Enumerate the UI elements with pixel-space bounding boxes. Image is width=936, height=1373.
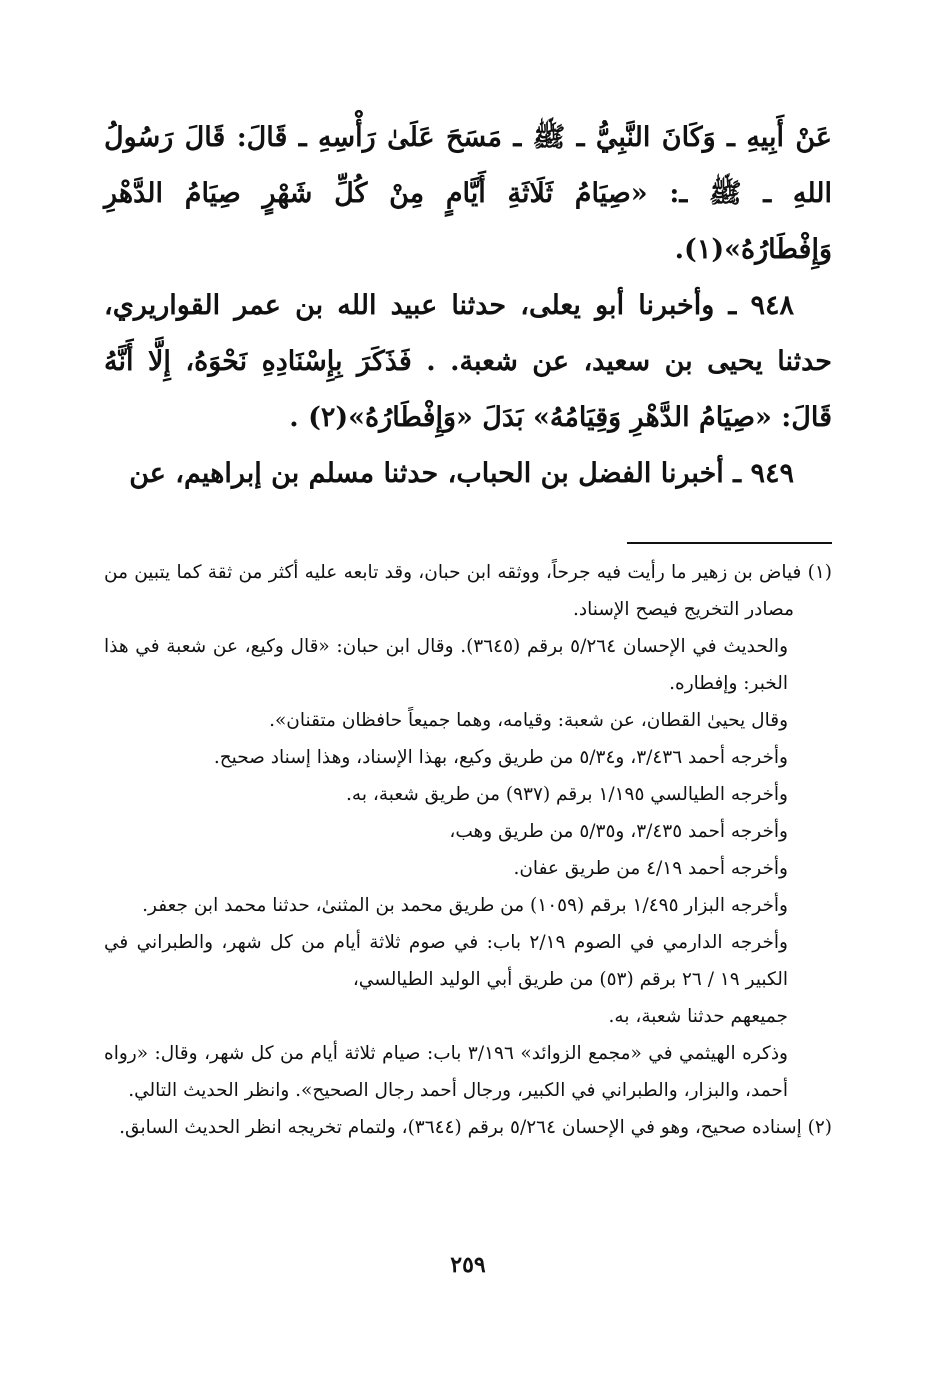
footnote-paragraph: والحديث في الإحسان ٥/٢٦٤ برقم (٣٦٤٥). وقال ابن حبان: «قال وكيع، عن شعبة في هذا الخبر: وإفطاره. [104,636,788,694]
main-text [104,110,832,502]
footnote-paragraph: وأخرجه البزار ١/٤٩٥ برقم (١٠٥٩) من طريق محمد بن المثنىٰ، حدثنا محمد ابن جعفر. [142,895,788,916]
hadith-continuation: عَنْ أَبِيهِ ـ وَكَانَ النَّبِيُّ ـ ﷺ ـ مَسَحَ عَلَىٰ رَأْسِهِ ـ قَالَ: قَالَ رَسُولُ اللهِ ـ ﷺ ـ: «صِيَامُ ثَلَاثَةِ أَيَّامٍ مِنْ كُلِّ شَهْرٍ صِيَامُ الدَّهْرِ وَإِفْطَارُهُ»(١). [104,122,832,265]
footnote-paragraph: وذكره الهيثمي في «مجمع الزوائد» ٣/١٩٦ باب: صيام ثلاثة أيام من كل شهر، وقال: «رواه أحمد، والبزار، والطبراني في الكبير، ورجال أحمد رجال الصحيح». وانظر الحديث التالي. [104,1043,788,1101]
footnote-1: (١) فياض بن زهير ما رأيت فيه جرحاً، ووثقه ابن حبان، وقد تابعه عليه أكثر من ثقة كما يتبين من مصادر التخريج فيصح الإسناد. [104,562,832,620]
hadith-948: ٩٤٨ ـ وأخبرنا أبو يعلى، حدثنا عبيد الله بن عمر القواريري، حدثنا يحيى بن سعيد، عن شعبة. . فَذَكَرَ بِإِسْنَادِهِ نَحْوَهُ، إِلَّا أَنَّهُ قَالَ: «صِيَامُ الدَّهْرِ وَقِيَامُهُ» بَدَلَ «وَإِفْطَارُهُ»(٢) . [104,290,832,433]
footnote-paragraph: وأخرجه الطيالسي ١/١٩٥ برقم (٩٣٧) من طريق شعبة، به. [346,784,788,805]
footnote-paragraph: وأخرجه أحمد ٤/١٩ من طريق عفان. [513,858,788,879]
footnote-separator [627,542,832,544]
footnotes [104,554,832,1146]
page-number: ٢٥٩ [450,1252,486,1278]
footnote-2: (٢) إسناده صحيح، وهو في الإحسان ٥/٢٦٤ برقم (٣٦٤٤)، ولتمام تخريجه انظر الحديث السابق. [119,1117,832,1138]
footnote-paragraph: وأخرجه أحمد ٣/٤٣٥، و٥/٣٥ من طريق وهب، [449,821,788,842]
footnote-paragraph: وأخرجه أحمد ٣/٤٣٦، و٥/٣٤ من طريق وكيع، بهذا الإسناد، وهذا إسناد صحيح. [213,747,788,768]
footnote-paragraph: جميعهم حدثنا شعبة، به. [608,1006,788,1027]
footnote-paragraph: وقال يحيىٰ القطان، عن شعبة: وقيامه، وهما جميعاً حافظان متقنان». [269,710,788,731]
footnote-paragraph: وأخرجه الدارمي في الصوم ٢/١٩ باب: في صوم ثلاثة أيام من كل شهر، والطبراني في الكبير ١٩ / ٢٦ برقم (٥٣) من طريق أبي الوليد الطيالسي، [104,932,788,990]
hadith-949: ٩٤٩ ـ أخبرنا الفضل بن الحباب، حدثنا مسلم بن إبراهيم، عن [129,458,794,489]
